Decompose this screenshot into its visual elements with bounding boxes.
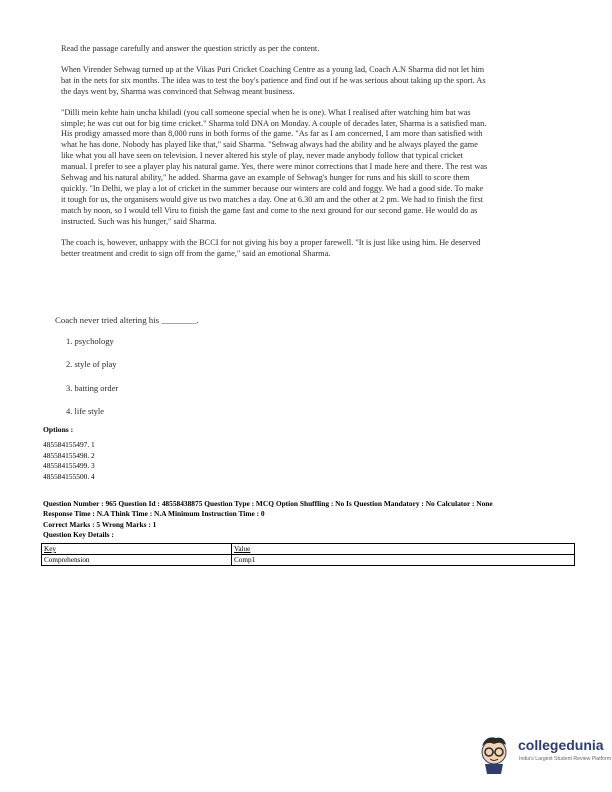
choice-3: 3. batting order [66, 382, 119, 393]
choice-list [66, 336, 118, 429]
question-text: Coach never tried altering his ________. [55, 315, 199, 325]
passage [61, 44, 489, 269]
logo-wordmark: collegedunia [518, 737, 604, 753]
choice-2: 2. style of play [66, 359, 117, 370]
option-id-4: 485584155500. 4 [43, 471, 95, 481]
cell-value: Comp1 [232, 555, 575, 566]
logo-tagline: India's Largest Student Review Platform [519, 756, 612, 762]
option-id-1: 485584155497. 1 [43, 440, 95, 449]
option-id-2: 485584155498. 2 [43, 450, 95, 460]
passage-instruction: Read the passage carefully and answer the question strictly as per the content. [61, 44, 320, 53]
option-id-3: 485584155499. 3 [43, 461, 95, 471]
key-details-table [41, 543, 575, 566]
mascot-icon [482, 737, 506, 774]
question-metadata [43, 499, 583, 540]
table-row [42, 555, 575, 566]
table-header-row [42, 544, 575, 555]
passage-paragraph-3: The coach is, however, unhappy with the BCCI for not giving his boy a proper farewell. "It is just like using him. He deserved better treatment and credit to sign off from the game," said an emotional Sharma. [61, 237, 481, 258]
passage-paragraph-1: When Virender Sehwag turned up at the Vikas Puri Cricket Coaching Centre as a young lad, Coach A.N Sharma did not let him bat in the nets for six months. The idea was to test the boy's patience and find out if he was serious about taking up the sport. As the days went by, Sharma was convinced that Sehwag meant business. [61, 64, 486, 96]
meta-line-1: Question Number : 965 Question Id : 48558438875 Question Type : MCQ Option Shuffling : No Is Question Mandatory : No Calculator : None [43, 499, 493, 508]
cell-key: Comprehension [42, 555, 232, 566]
option-id-list [43, 440, 95, 482]
header-key: Key [42, 544, 232, 555]
meta-line-4: Question Key Details : [43, 529, 114, 539]
choice-4: 4. life style [66, 405, 105, 416]
passage-paragraph-2: "Dilli mein kehte hain uncha khiladi (you call someone special when he is one). What I realised after watching him bat was simple; he was cut out for big time cricket." Sharma told DNA on Monday. A couple of decades later, Sharma is a satisfied man. His prodigy amassed more than 8,000 runs in both forms of the game. "As far as I am concerned, I am more than satisfied with what he has done. Nobody has played like that," said Sharma. "Sehwag always had the ability and he always played the game like what you all have seen on television. I never altered his style of play, never made anybody follow that typical cricket manual. I prefer to see a player play his natural game. Yes, there were minor corrections that I made here and there. The rest was Sehwag and his natural ability," he added. Sharma gave an example of Sehwag's hunger for runs and his skill to score them quickly. "In Delhi, we play a lot of cricket in the summer because our winters are cold and foggy. We had a good side. To make it tough for us, the organisers would give us two matches a day. One at 6.30 am and the other at 2 pm. We had to finish the first match by noon, so I would tell Viru to finish the game fast and come to the next ground for our second game. He would do as instructed. Such was his hunger," said Sharma. [61, 107, 488, 226]
meta-line-2: Response Time : N.A Think Time : N.A Minimum Instruction Time : 0 [43, 509, 265, 519]
meta-line-3: Correct Marks : 5 Wrong Marks : 1 [43, 519, 157, 529]
header-value: Value [232, 544, 575, 555]
choice-1: 1. psychology [66, 336, 114, 346]
options-heading: Options : [43, 425, 74, 434]
